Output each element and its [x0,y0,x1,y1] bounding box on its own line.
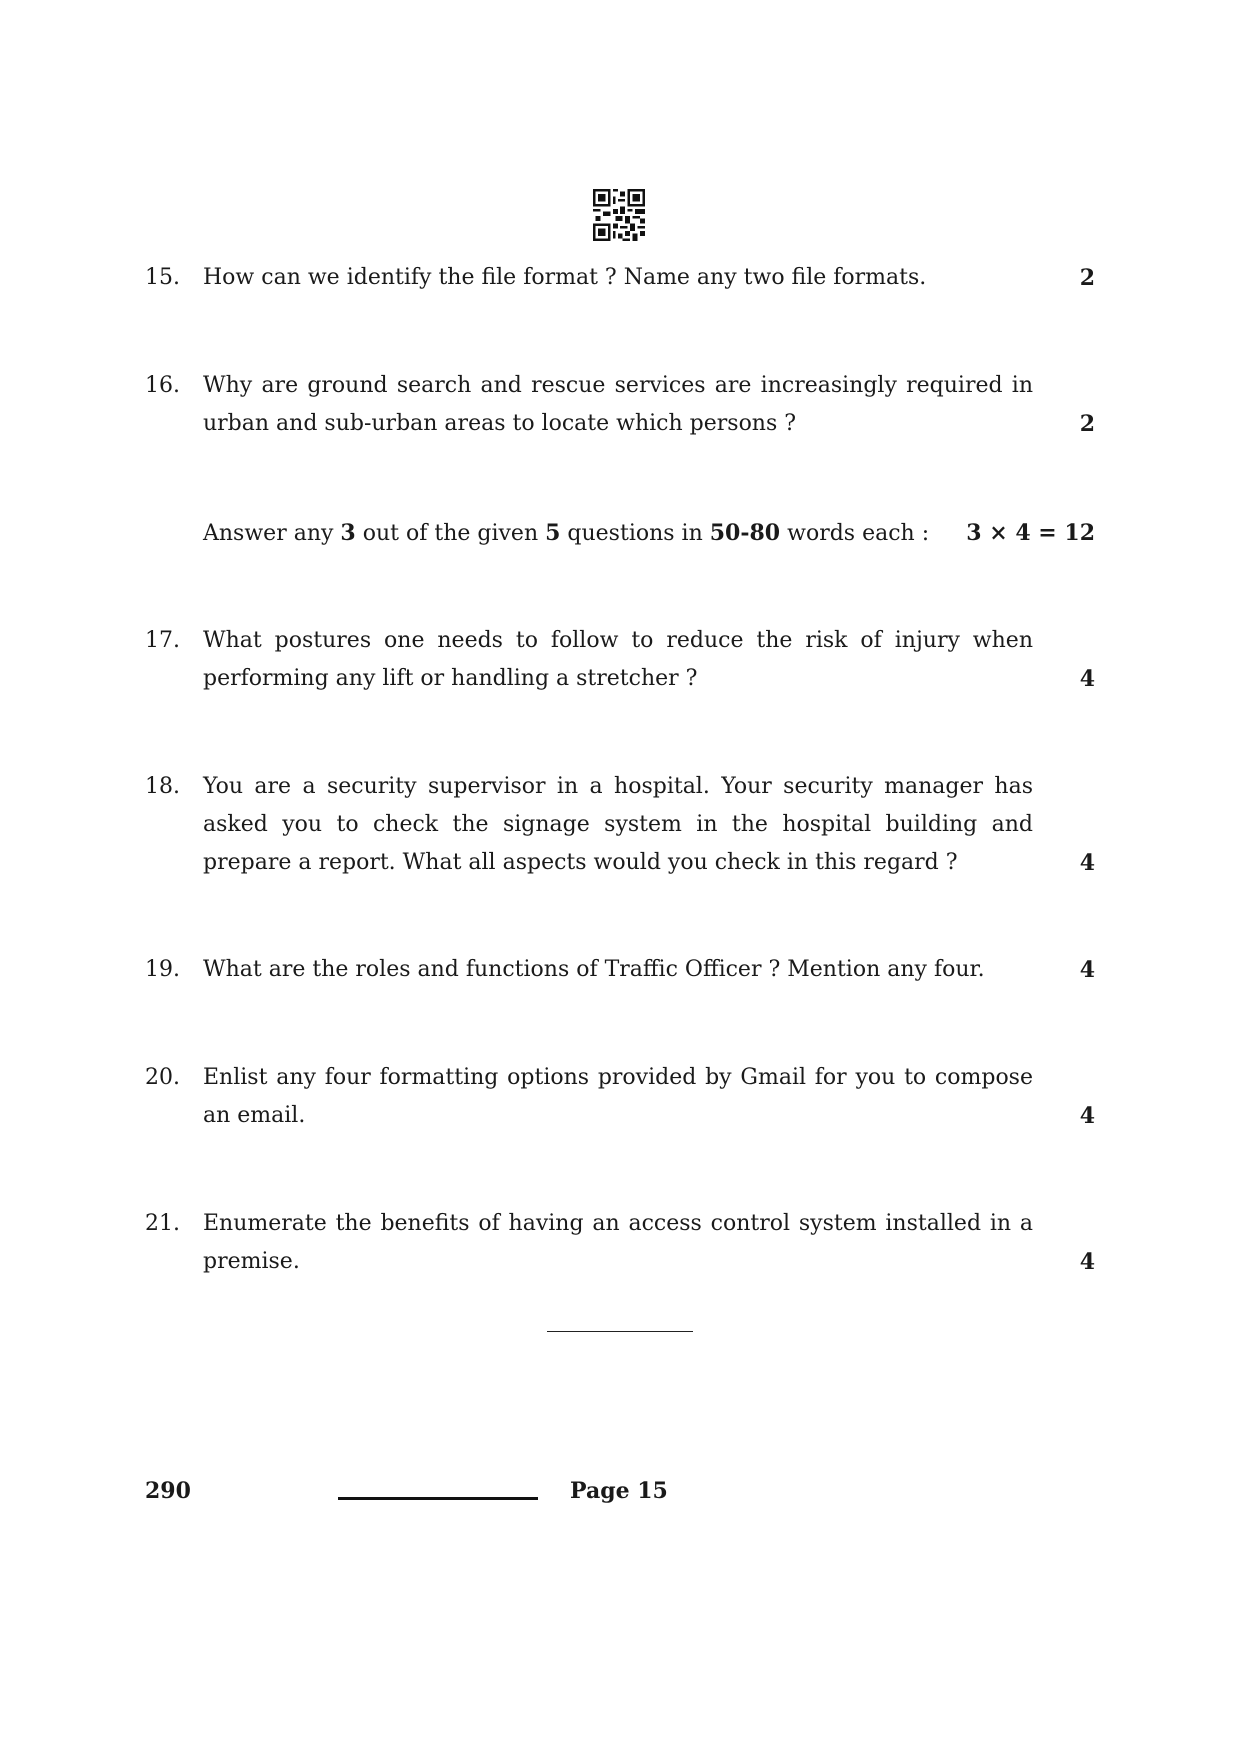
end-divider [547,1331,693,1332]
question-marks: 2 [1079,265,1095,291]
question-marks: 4 [1079,666,1095,692]
question-marks: 4 [1079,957,1095,983]
section-marks-calc: 3 × 4 = 12 [966,520,1095,546]
question-marks: 4 [1079,1249,1095,1275]
question-text: How can we identify the file format ? Name any two file formats. [203,265,927,290]
question-marks: 4 [1079,1103,1095,1129]
question-number: 15. [145,265,180,290]
question-number: 17. [145,628,180,653]
question-marks: 4 [1079,850,1095,876]
page-number: Page 15 [570,1478,668,1504]
footer-divider [338,1497,538,1500]
question-text: What are the roles and functions of Traffic Officer ? Mention any four. [203,957,985,982]
question-number: 21. [145,1211,180,1236]
question-text: What postures one needs to follow to reduce the risk of injury when performing any lift or handling a stretcher ? [203,628,1033,691]
paper-code: 290 [145,1478,191,1504]
question-marks: 2 [1079,411,1095,437]
question-number: 18. [145,774,180,799]
question-number: 16. [145,373,180,398]
question-number: 19. [145,957,180,982]
instruction-text: Answer any 3 out of the given 5 questions in 50-80 words each : [203,520,930,546]
question-number: 20. [145,1065,180,1090]
question-text: Enlist any four formatting options provided by Gmail for you to compose an email. [203,1065,1033,1128]
section-instruction [203,514,1095,553]
question-text: You are a security supervisor in a hospital. Your security manager has asked you to check the signage system in the hospital building and prepare a report. What all aspects would you check in this regard ? [203,774,1033,875]
qr-code-icon [593,188,645,242]
question-text: Enumerate the benefits of having an access control system installed in a premise. [203,1211,1033,1274]
question-text: Why are ground search and rescue services are increasingly required in urban and sub-urban areas to locate which persons ? [203,373,1033,436]
